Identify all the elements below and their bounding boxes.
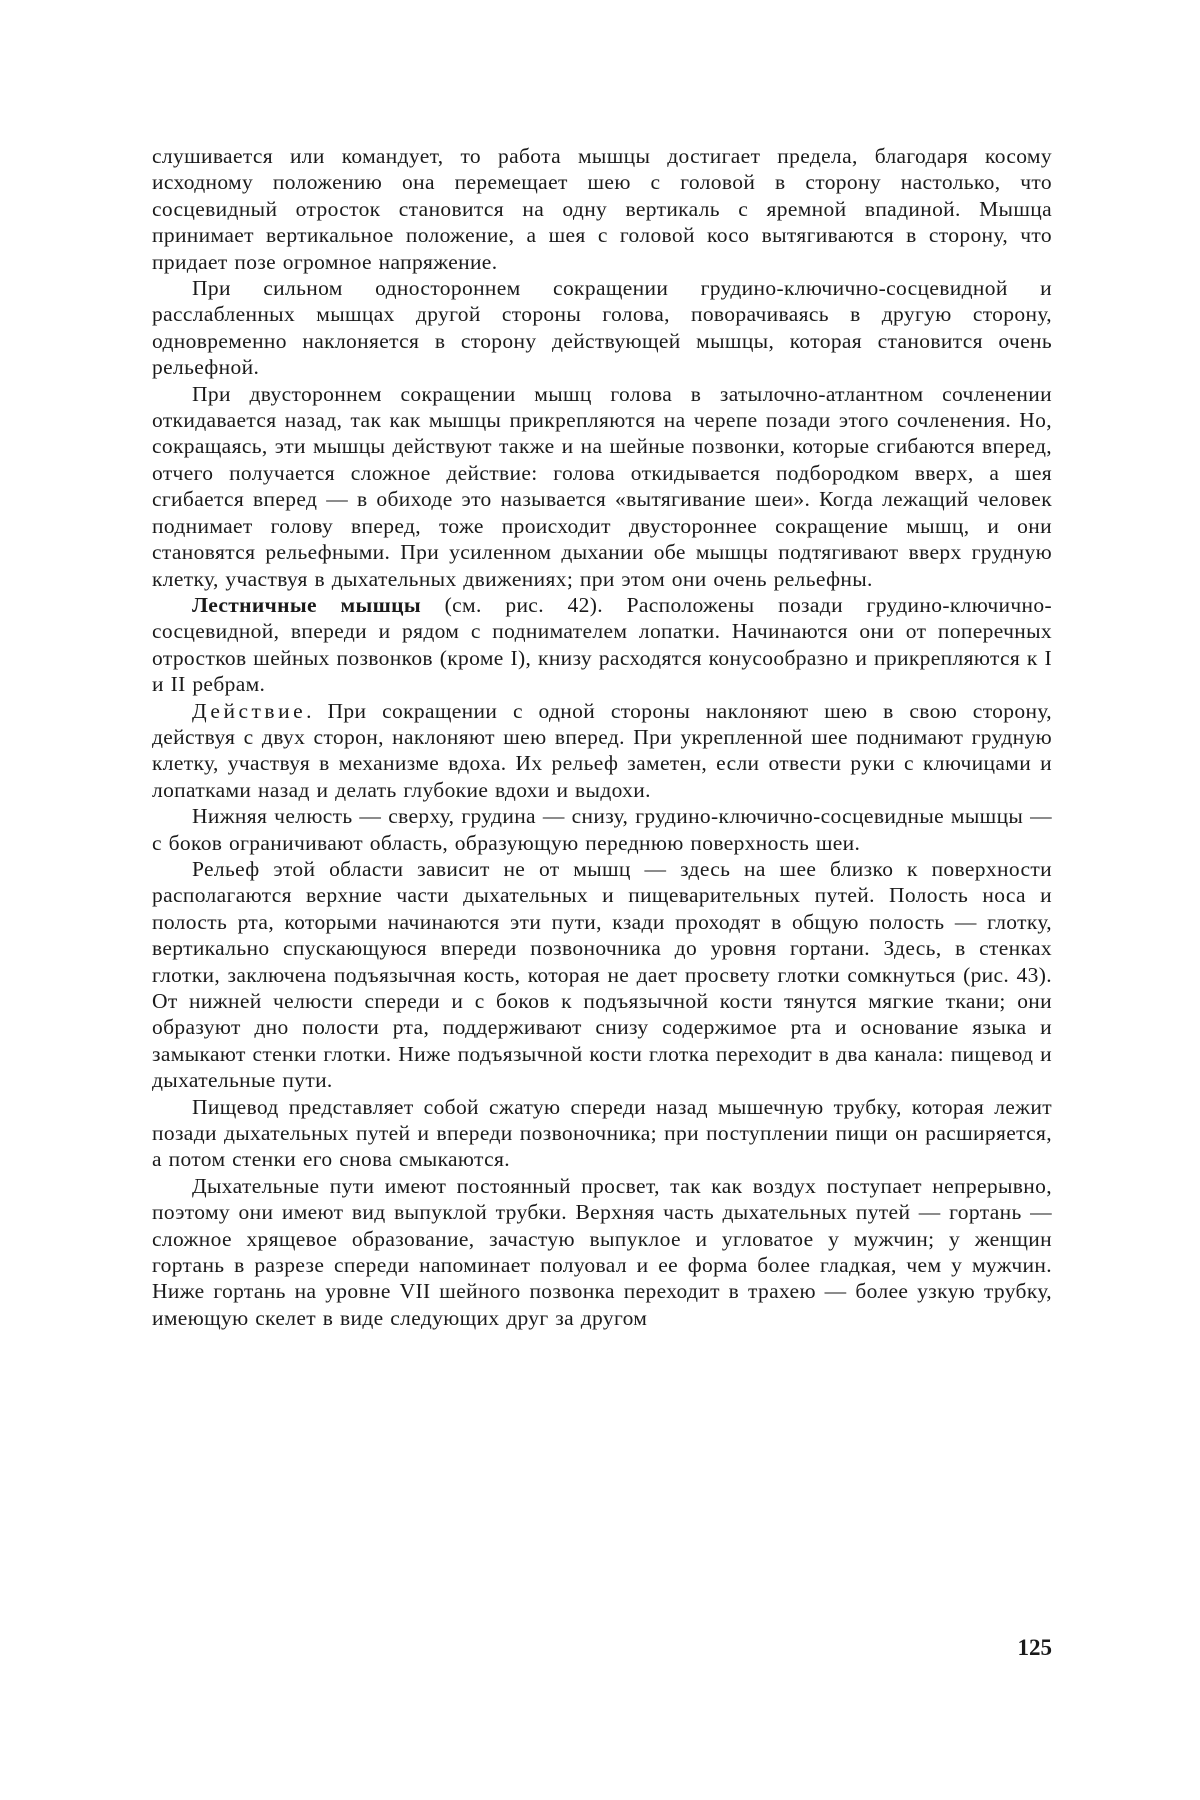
text-run: При сильном одностороннем сокращении грудино-ключично-сосцевидной и расслабленных мышцах другой стороны голова, поворачиваясь в другую сторону, одновременно наклоняется в сторону действующей мышцы, которая становится очень рельефной. [152, 276, 1052, 380]
text-run: (см. рис. 42). Расположены позади грудино-ключично-сосцевидной, впереди и рядом с поднимателем лопатки. Начинаются они от поперечных отростков шейных позвонков (кроме I), книзу расходятся конусообразно и прикрепляются к I и II ребрам. [152, 592, 1052, 697]
page-number: 125 [1017, 1635, 1052, 1660]
section-heading: Лестничные мышцы [192, 592, 422, 617]
paragraph [152, 856, 1052, 1094]
paragraph [152, 803, 1052, 856]
text-run: Дыхательные пути имеют постоянный просвет, так как воздух поступает непрерывно, поэтому они имеют вид выпуклой трубки. Верхняя часть дыхательных путей — гортань — сложное хрящевое образование, зачастую выпуклое и угловатое у мужчин; у женщин гортань в разрезе спереди напоминает полуовал и ее форма более гладкая, чем у мужчин. Ниже гортань на уровне VII шейного позвонка переходит в трахею — более узкую трубку, имеющую скелет в виде следующих друг за другом [152, 1173, 1052, 1330]
paragraph [152, 1094, 1052, 1173]
paragraph [152, 381, 1052, 592]
text-run: Рельеф этой области зависит не от мышц — здесь на шее близко к поверхности располагаются верхние части дыхательных и пищеварительных путей. Полость носа и полость рта, которыми начинаются эти пути, кзади проходят в общую полость — глотку, вертикально спускающуюся впереди позвоночника до уровня гортани. Здесь, в стенках глотки, заключена подъязычная кость, которая не дает просвету глотки сомкнуться (рис. 43). От нижней челюсти спереди и с боков к подъязычной кости тянутся мягкие ткани; они образуют дно полости рта, поддерживают снизу содержимое рта и основание языка и замыкают стенки глотки. Ниже подъязычной кости глотка переходит в два канала: пищевод и дыхательные пути. [152, 856, 1052, 1093]
paragraph [152, 1173, 1052, 1331]
body-text [152, 143, 1052, 1331]
text-run: При двустороннем сокращении мышц голова в затылочно-атлантном сочленении откидавается назад, так как мышцы прикрепляются на черепе позади этого сочленения. Но, сокращаясь, эти мышцы действуют также и на шейные позвонки, которые сгибаются вперед, отчего получается сложное действие: голова откидывается подбородком вверх, а шея сгибается вперед — в обиходе это называется «вытягивание шеи». Когда лежащий человек поднимает голову вперед, тоже происходит двустороннее сокращение мышц, и они становятся рельефными. При усиленном дыхании обе мышцы подтягивают вверх грудную клетку, участвуя в дыхательных движениях; при этом они очень рельефны. [152, 381, 1052, 591]
text-run: . При сокращении с одной стороны наклоняют шею в свою сторону, действуя с двух сторон, наклоняют шею вперед. При укрепленной шее поднимают грудную клетку, участвуя в механизме вдоха. Их рельеф заметен, если отвести руки с ключицами и лопатками назад и делать глубокие вдохи и выдохи. [152, 698, 1052, 802]
text-run: слушивается или командует, то работа мышцы достигает предела, благодаря косому исходному положению она перемещает шею с головой в сторону настолько, что сосцевидный отросток становится на одну вертикаль с яремной впадиной. Мышца принимает вертикальное положение, а шея с головой косо вытягиваются в сторону, что придает позе огромное напряжение. [152, 144, 1052, 274]
paragraph [152, 698, 1052, 804]
paragraph [152, 592, 1052, 698]
paragraph [152, 143, 1052, 275]
paragraph [152, 275, 1052, 381]
spaced-term: Действие [192, 698, 307, 723]
text-run: Пищевод представляет собой сжатую спереди назад мышечную трубку, которая лежит позади дыхательных путей и впереди позвоночника; при поступлении пищи он расширяется, а потом стенки его снова смыкаются. [152, 1094, 1052, 1172]
text-run: Нижняя челюсть — сверху, грудина — снизу, грудино-ключично-сосцевидные мышцы — с боков ограничивают область, образующую переднюю поверхность шеи. [152, 804, 1052, 855]
